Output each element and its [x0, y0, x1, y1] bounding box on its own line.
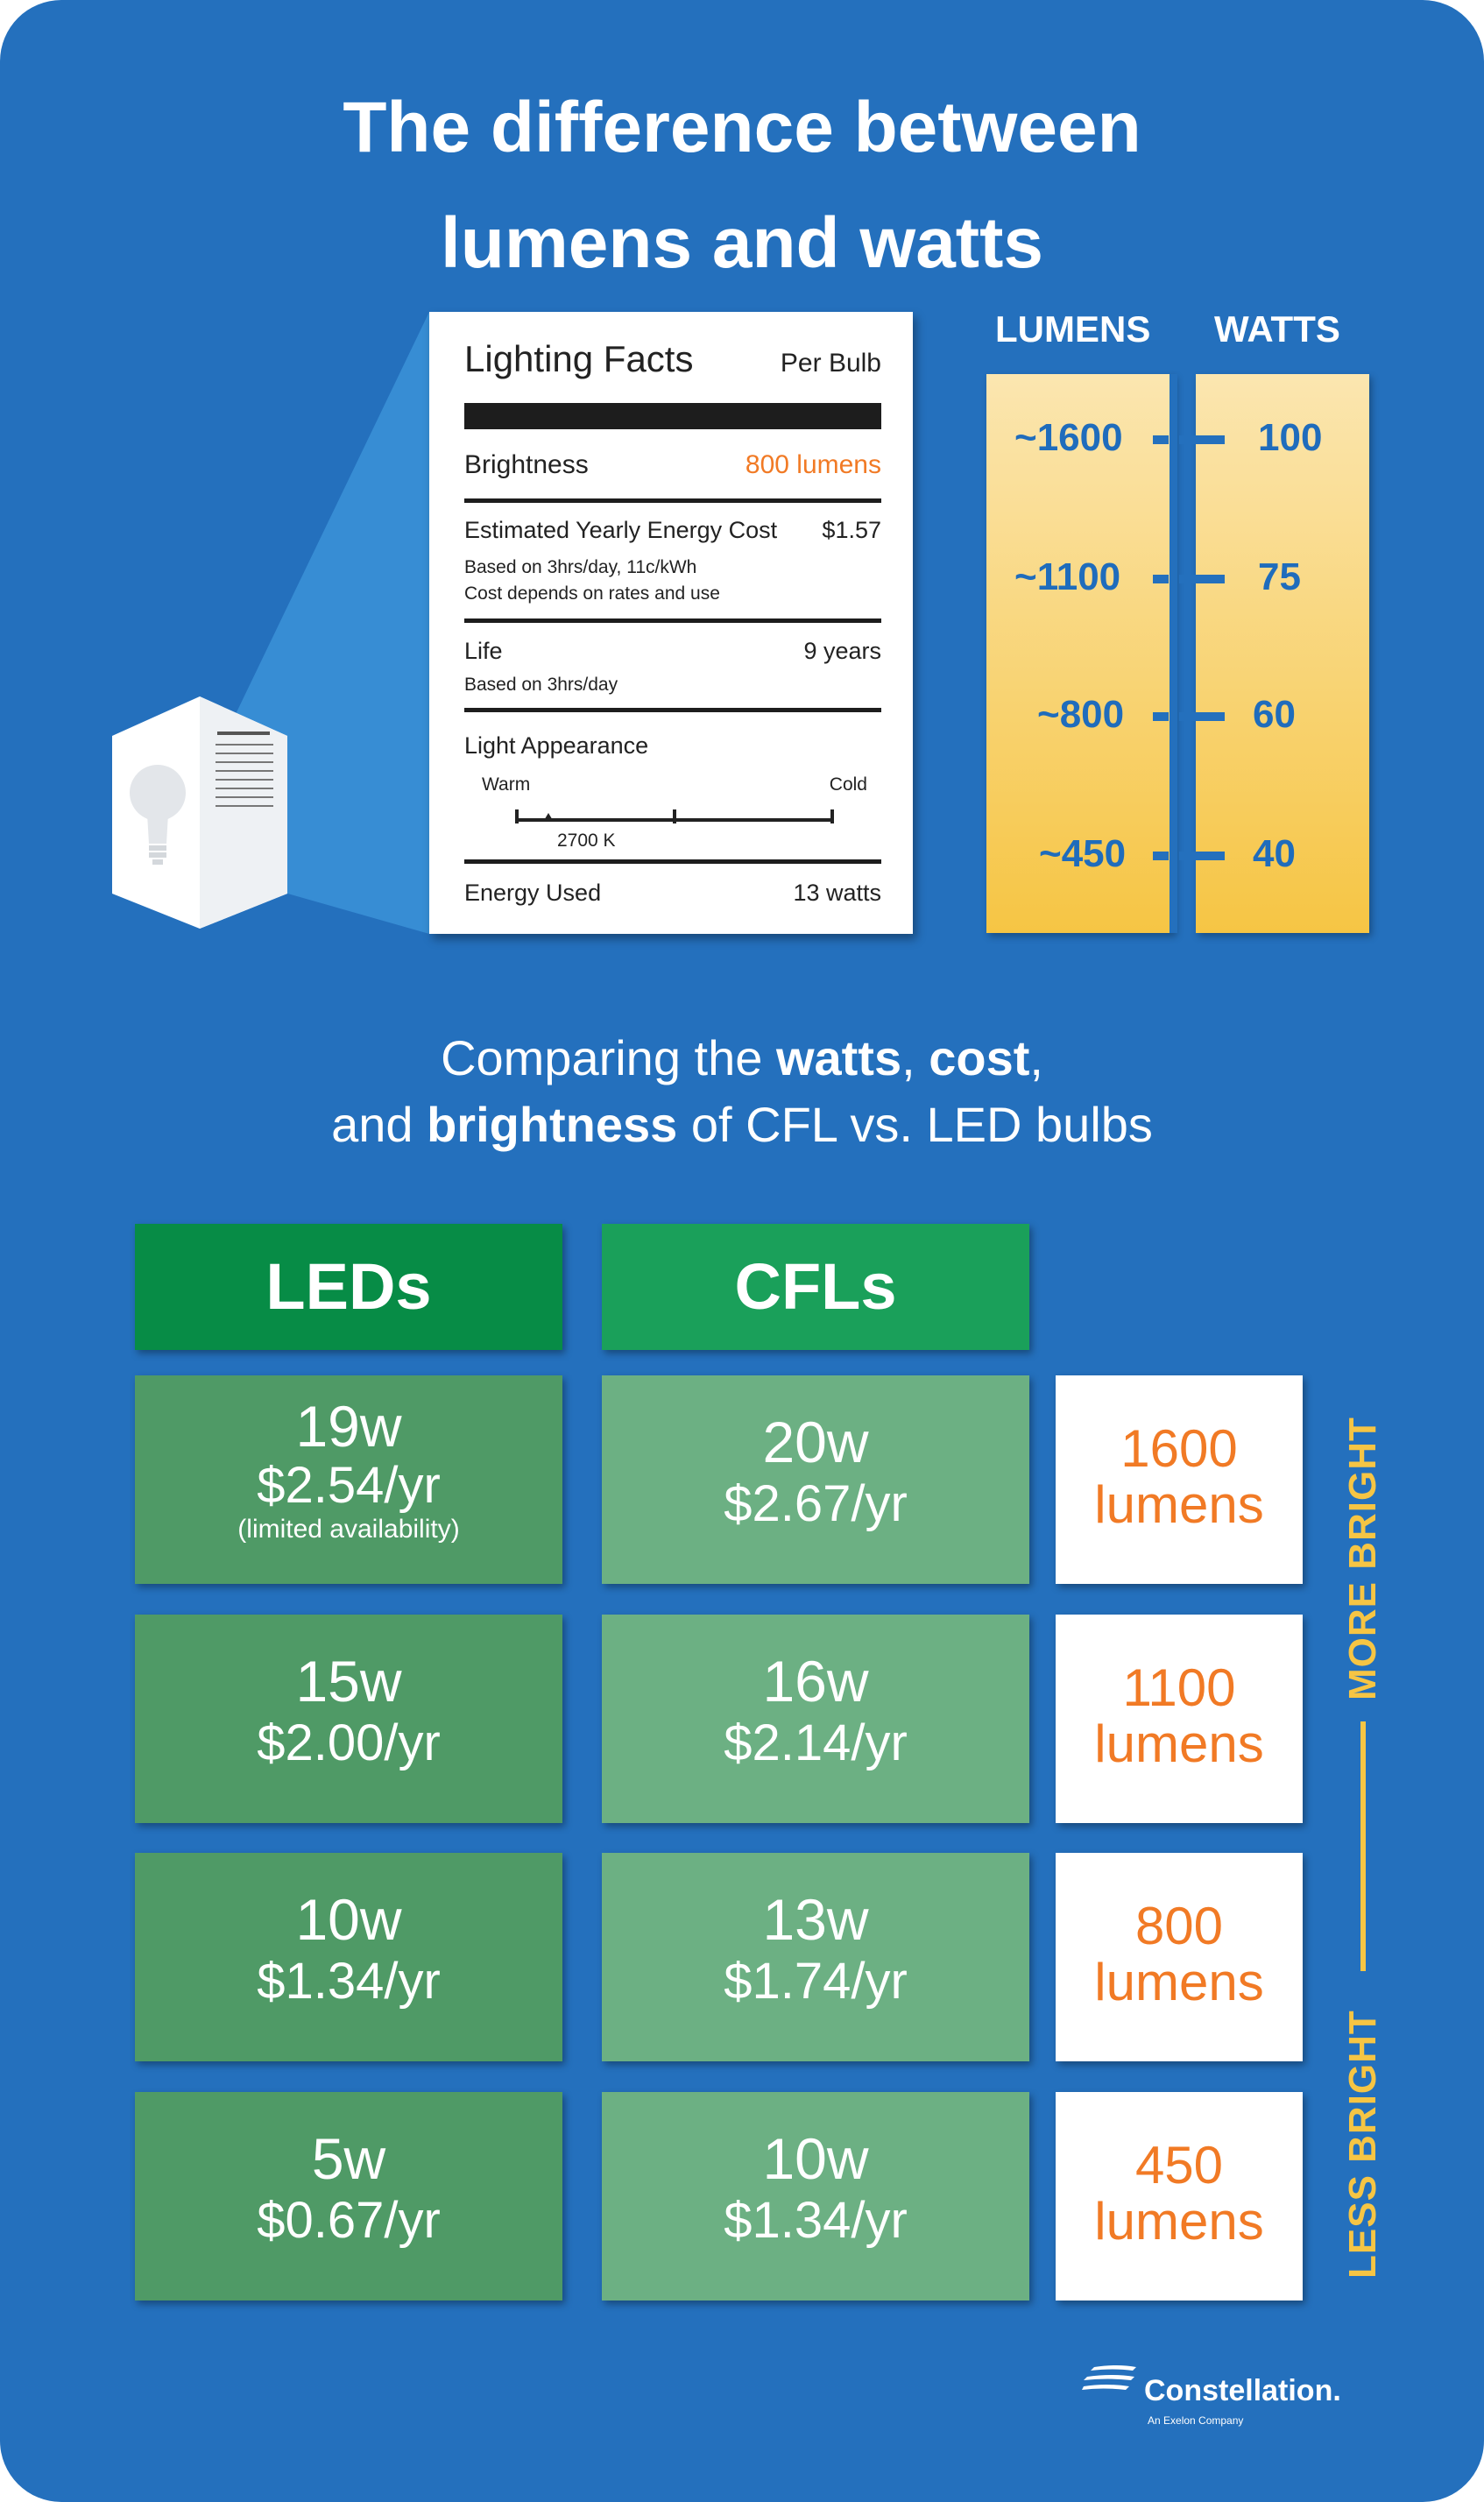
- led-watts: 10w: [295, 1887, 402, 1952]
- cfl-cell: [602, 1853, 1029, 2061]
- brightness-value: 800 lumens: [745, 450, 881, 479]
- kelvin-label: 2700 K: [557, 830, 616, 851]
- lumens-header: LUMENS: [995, 308, 1151, 350]
- lighting-facts-title: Lighting Facts: [464, 338, 694, 379]
- led-cell: [135, 2092, 562, 2301]
- cfl-watts: 16w: [762, 1649, 869, 1714]
- lumens-number: 800: [1134, 1897, 1224, 1955]
- cfl-cost: $2.14/yr: [724, 1714, 908, 1771]
- cfl-cost: $2.67/yr: [724, 1475, 908, 1532]
- gauge-lumens-value: ~800: [1037, 693, 1125, 736]
- lumens-number: 1100: [1122, 1658, 1236, 1717]
- cost-label: Estimated Yearly Energy Cost: [464, 517, 778, 543]
- watts-header: WATTS: [1214, 308, 1340, 350]
- energy-label: Energy Used: [464, 880, 602, 906]
- cost-value: $1.57: [822, 517, 881, 543]
- lumens-unit: lumens: [1094, 2192, 1264, 2251]
- energy-value: 13 watts: [793, 880, 881, 906]
- cost-note-1: Based on 3hrs/day, 11c/kWh: [464, 557, 697, 577]
- gauge-lumens-value: ~1100: [1014, 555, 1121, 598]
- subtitle-bold-brightness: brightness: [427, 1097, 678, 1152]
- gauge-lumens-value: ~450: [1039, 832, 1127, 875]
- subtitle-text: Comparing the: [441, 1030, 776, 1085]
- gauge-watts-value: 40: [1253, 832, 1296, 875]
- cfl-watts: 20w: [762, 1410, 869, 1474]
- led-cost: $0.67/yr: [257, 2192, 441, 2249]
- warm-label: Warm: [482, 774, 531, 795]
- gauge-watts-value: 60: [1253, 693, 1296, 736]
- subtitle-line-1: [0, 1025, 1484, 1092]
- led-cost: $1.34/yr: [257, 1953, 441, 2010]
- life-note: Based on 3hrs/day: [464, 675, 618, 695]
- lumens-cell: [1056, 1375, 1303, 1584]
- lumens-number: 1600: [1120, 1419, 1238, 1478]
- gauge-watts-value: 100: [1258, 416, 1323, 459]
- lumens-unit: lumens: [1094, 1953, 1264, 2011]
- title-line-2: lumens and watts: [440, 203, 1044, 283]
- lumens-number: 450: [1134, 2136, 1224, 2195]
- subtitle-text: of CFL vs. LED bulbs: [677, 1097, 1153, 1152]
- lumens-text: [1056, 1898, 1303, 2011]
- constellation-logo-icon: [1082, 2364, 1138, 2399]
- subtitle-line-2: [0, 1092, 1484, 1158]
- logo-name: Constellation.: [1144, 2374, 1341, 2407]
- cfl-cell: [602, 1375, 1029, 1584]
- led-cell: [135, 1375, 562, 1584]
- lumens-text: [1056, 2138, 1303, 2250]
- led-cell: [135, 1615, 562, 1823]
- cfl-header: CFLs: [602, 1224, 1029, 1350]
- logo-subtitle: An Exelon Company: [1148, 2414, 1244, 2427]
- led-cell: [135, 1853, 562, 2061]
- lumens-text: [1056, 1421, 1303, 1533]
- brightness-scale-line: [1360, 1721, 1366, 1971]
- gauge-lumens-value: ~1600: [1014, 416, 1123, 459]
- subtitle-bold-cost: cost: [929, 1030, 1030, 1085]
- lumens-unit: lumens: [1094, 1475, 1264, 1534]
- more-bright-label: MORE BRIGHT: [1341, 1417, 1384, 1700]
- life-value: 9 years: [803, 638, 881, 664]
- led-note: (limited availability): [237, 1515, 460, 1544]
- lumens-cell: [1056, 2092, 1303, 2301]
- led-watts: 15w: [295, 1649, 402, 1714]
- per-bulb-label: Per Bulb: [780, 349, 881, 378]
- gauge-connector: [0, 0, 1484, 964]
- life-label: Life: [464, 638, 503, 664]
- cfl-cost: $1.34/yr: [724, 2192, 908, 2249]
- lumens-cell: [1056, 1615, 1303, 1823]
- subtitle-bold-watts: watts: [775, 1030, 902, 1085]
- lumens-unit: lumens: [1094, 1714, 1264, 1773]
- cost-note-2: Cost depends on rates and use: [464, 583, 720, 604]
- gauge-watts-value: 75: [1258, 555, 1301, 598]
- cfl-watts: 10w: [762, 2126, 869, 2191]
- cfl-cost: $1.74/yr: [724, 1953, 908, 2010]
- title-line-1: The difference between: [343, 88, 1141, 167]
- cfl-cell: [602, 2092, 1029, 2301]
- led-watts: 19w: [295, 1394, 402, 1459]
- less-bright-label: LESS BRIGHT: [1341, 2010, 1384, 2279]
- cfl-cell: [602, 1615, 1029, 1823]
- subtitle-text: ,: [1029, 1030, 1043, 1085]
- brightness-label: Brightness: [464, 450, 589, 479]
- lumens-cell: [1056, 1853, 1303, 2061]
- led-cost: $2.00/yr: [257, 1714, 441, 1771]
- cold-label: Cold: [829, 774, 867, 795]
- led-cost: $2.54/yr: [257, 1457, 441, 1514]
- subtitle-text: ,: [901, 1030, 929, 1085]
- led-watts: 5w: [311, 2126, 386, 2191]
- comparison-subtitle: [0, 1025, 1484, 1158]
- cfl-watts: 13w: [762, 1887, 869, 1952]
- led-header: LEDs: [135, 1224, 562, 1350]
- lumens-text: [1056, 1660, 1303, 1772]
- appearance-label: Light Appearance: [464, 732, 649, 759]
- subtitle-text: and: [331, 1097, 428, 1152]
